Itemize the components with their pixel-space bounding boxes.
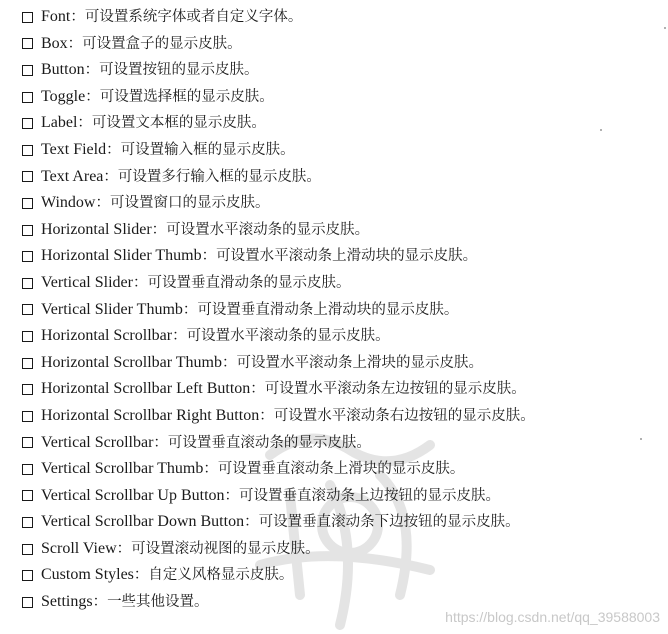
- list-item: [22, 31, 535, 58]
- list-item: [22, 562, 535, 589]
- list-item: [22, 403, 535, 430]
- checkbox-bullet-icon: [22, 517, 33, 528]
- checkbox-bullet-icon: [22, 304, 33, 315]
- checkbox-bullet-icon: [22, 490, 33, 501]
- checkbox-bullet-icon: [22, 358, 33, 369]
- checkbox-bullet-icon: [22, 145, 33, 156]
- item-separator: ：: [85, 88, 100, 105]
- list-item: [22, 323, 535, 350]
- item-term: Vertical Scrollbar Down Button: [41, 513, 245, 531]
- list-item: [22, 243, 535, 270]
- item-description: 可设置水平滚动条的显示皮肤。: [166, 221, 370, 238]
- item-description: 可设置水平滚动条左边按钮的显示皮肤。: [264, 381, 526, 398]
- item-separator: ：: [92, 594, 108, 611]
- list-item: [22, 536, 535, 563]
- item-separator: ：: [103, 168, 118, 185]
- item-separator: ：: [224, 487, 240, 504]
- item-separator: ：: [70, 9, 85, 25]
- list-item: [22, 84, 535, 111]
- checkbox-bullet-icon: [22, 464, 33, 475]
- checkbox-bullet-icon: [22, 65, 33, 76]
- list-item: [22, 4, 535, 31]
- item-description: 可设置滚动视图的显示皮肤。: [131, 540, 320, 557]
- list-item: [22, 217, 535, 244]
- item-separator: ：: [95, 195, 110, 212]
- scan-speck: [640, 438, 642, 440]
- scan-speck: [664, 27, 666, 29]
- item-description: 可设置垂直滑动条的显示皮肤。: [147, 274, 351, 291]
- item-description: 可设置垂直滚动条的显示皮肤。: [167, 434, 371, 451]
- list-item: [22, 483, 535, 510]
- list-item: [22, 270, 535, 297]
- list-item: [22, 376, 535, 403]
- list-item: [22, 164, 535, 191]
- item-description: 可设置窗口的显示皮肤。: [109, 195, 270, 212]
- item-term: Horizontal Slider: [41, 220, 152, 238]
- item-description: 可设置垂直滚动条上边按钮的显示皮肤。: [239, 487, 501, 504]
- item-description: 可设置垂直滚动条上滑块的显示皮肤。: [217, 461, 465, 478]
- list-item: [22, 456, 535, 483]
- item-separator: ：: [132, 274, 148, 291]
- item-term: Vertical Scrollbar Thumb: [41, 460, 204, 478]
- item-description: 可设置输入框的显示皮肤。: [120, 141, 295, 158]
- checkbox-bullet-icon: [22, 437, 33, 448]
- item-description: 可设置水平滚动条上滑动块的显示皮肤。: [216, 248, 478, 265]
- checkbox-bullet-icon: [22, 278, 33, 289]
- item-description: 可设置多行输入框的显示皮肤。: [117, 168, 321, 185]
- item-description: 可设置按钮的显示皮肤。: [99, 62, 259, 79]
- checkbox-bullet-icon: [22, 171, 33, 182]
- list-item: [22, 297, 535, 324]
- item-separator: ：: [151, 221, 167, 238]
- item-separator: ：: [133, 567, 149, 584]
- item-term: Box: [41, 34, 68, 52]
- item-description: 可设置文本框的显示皮肤。: [91, 115, 266, 132]
- item-description: 一些其他设置。: [107, 594, 209, 611]
- item-separator: ：: [106, 141, 121, 158]
- item-description: 自定义风格显示皮肤。: [148, 567, 294, 584]
- item-description: 可设置垂直滚动条下边按钮的显示皮肤。: [258, 514, 520, 531]
- item-description: 可设置垂直滑动条上滑动块的显示皮肤。: [197, 301, 459, 318]
- item-term: Font: [41, 8, 71, 25]
- item-term: Horizontal Slider Thumb: [41, 247, 202, 265]
- item-description: 可设置盒子的显示皮肤。: [82, 35, 242, 52]
- item-separator: ：: [182, 301, 198, 318]
- checkbox-bullet-icon: [22, 12, 33, 23]
- checkbox-bullet-icon: [22, 251, 33, 262]
- checkbox-bullet-icon: [22, 38, 33, 49]
- item-separator: ：: [250, 381, 265, 398]
- item-term: Label: [41, 114, 78, 132]
- item-separator: ：: [77, 115, 92, 132]
- scan-speck: [600, 129, 602, 131]
- item-separator: ：: [203, 461, 218, 478]
- checkbox-bullet-icon: [22, 225, 33, 236]
- item-term: Text Area: [41, 167, 104, 185]
- list-item: [22, 509, 535, 536]
- checkbox-bullet-icon: [22, 411, 33, 422]
- item-term: Horizontal Scrollbar: [41, 327, 173, 345]
- list-item: [22, 137, 535, 164]
- item-term: Horizontal Scrollbar Left Button: [41, 380, 251, 398]
- item-description: 可设置选择框的显示皮肤。: [99, 88, 274, 105]
- list-item: [22, 430, 535, 457]
- checkbox-bullet-icon: [22, 544, 33, 555]
- item-term: Horizontal Scrollbar Right Button: [41, 406, 260, 424]
- item-term: Button: [41, 61, 85, 79]
- item-term: Horizontal Scrollbar Thumb: [41, 353, 222, 371]
- checkbox-bullet-icon: [22, 331, 33, 342]
- list-item: [22, 110, 535, 137]
- list-item: [22, 350, 535, 377]
- item-description: 可设置水平滚动条上滑块的显示皮肤。: [236, 354, 483, 371]
- item-separator: ：: [172, 328, 187, 345]
- item-term: Scroll View: [41, 539, 117, 557]
- item-term: Settings: [41, 593, 93, 611]
- checkbox-bullet-icon: [22, 92, 33, 103]
- item-separator: ：: [244, 514, 259, 531]
- checkbox-bullet-icon: [22, 597, 33, 608]
- checkbox-bullet-icon: [22, 384, 33, 395]
- checkbox-bullet-icon: [22, 118, 33, 129]
- list-item: [22, 190, 535, 217]
- item-separator: ：: [153, 434, 168, 451]
- skin-options-list: [22, 4, 535, 616]
- item-term: Vertical Scrollbar Up Button: [41, 486, 225, 504]
- item-term: Vertical Slider: [41, 273, 133, 291]
- item-term: Vertical Slider Thumb: [41, 300, 183, 318]
- checkbox-bullet-icon: [22, 570, 33, 581]
- item-description: 可设置水平滚动条的显示皮肤。: [186, 328, 390, 345]
- checkbox-bullet-icon: [22, 198, 33, 209]
- list-item: [22, 57, 535, 84]
- item-separator: ：: [67, 35, 83, 52]
- item-separator: ：: [84, 62, 100, 79]
- item-separator: ：: [201, 248, 217, 265]
- item-term: Toggle: [41, 87, 86, 105]
- item-term: Custom Styles: [41, 566, 134, 584]
- item-term: Window: [41, 194, 96, 212]
- item-description: 可设置系统字体或者自定义字体。: [84, 9, 303, 25]
- item-separator: ：: [116, 540, 132, 557]
- item-separator: ：: [259, 407, 274, 424]
- item-term: Text Field: [41, 140, 107, 158]
- item-separator: ：: [222, 354, 237, 371]
- source-watermark: https://blog.csdn.net/qq_39588003: [445, 609, 660, 625]
- item-term: Vertical Scrollbar: [41, 433, 154, 451]
- item-description: 可设置水平滚动条右边按钮的显示皮肤。: [273, 407, 535, 424]
